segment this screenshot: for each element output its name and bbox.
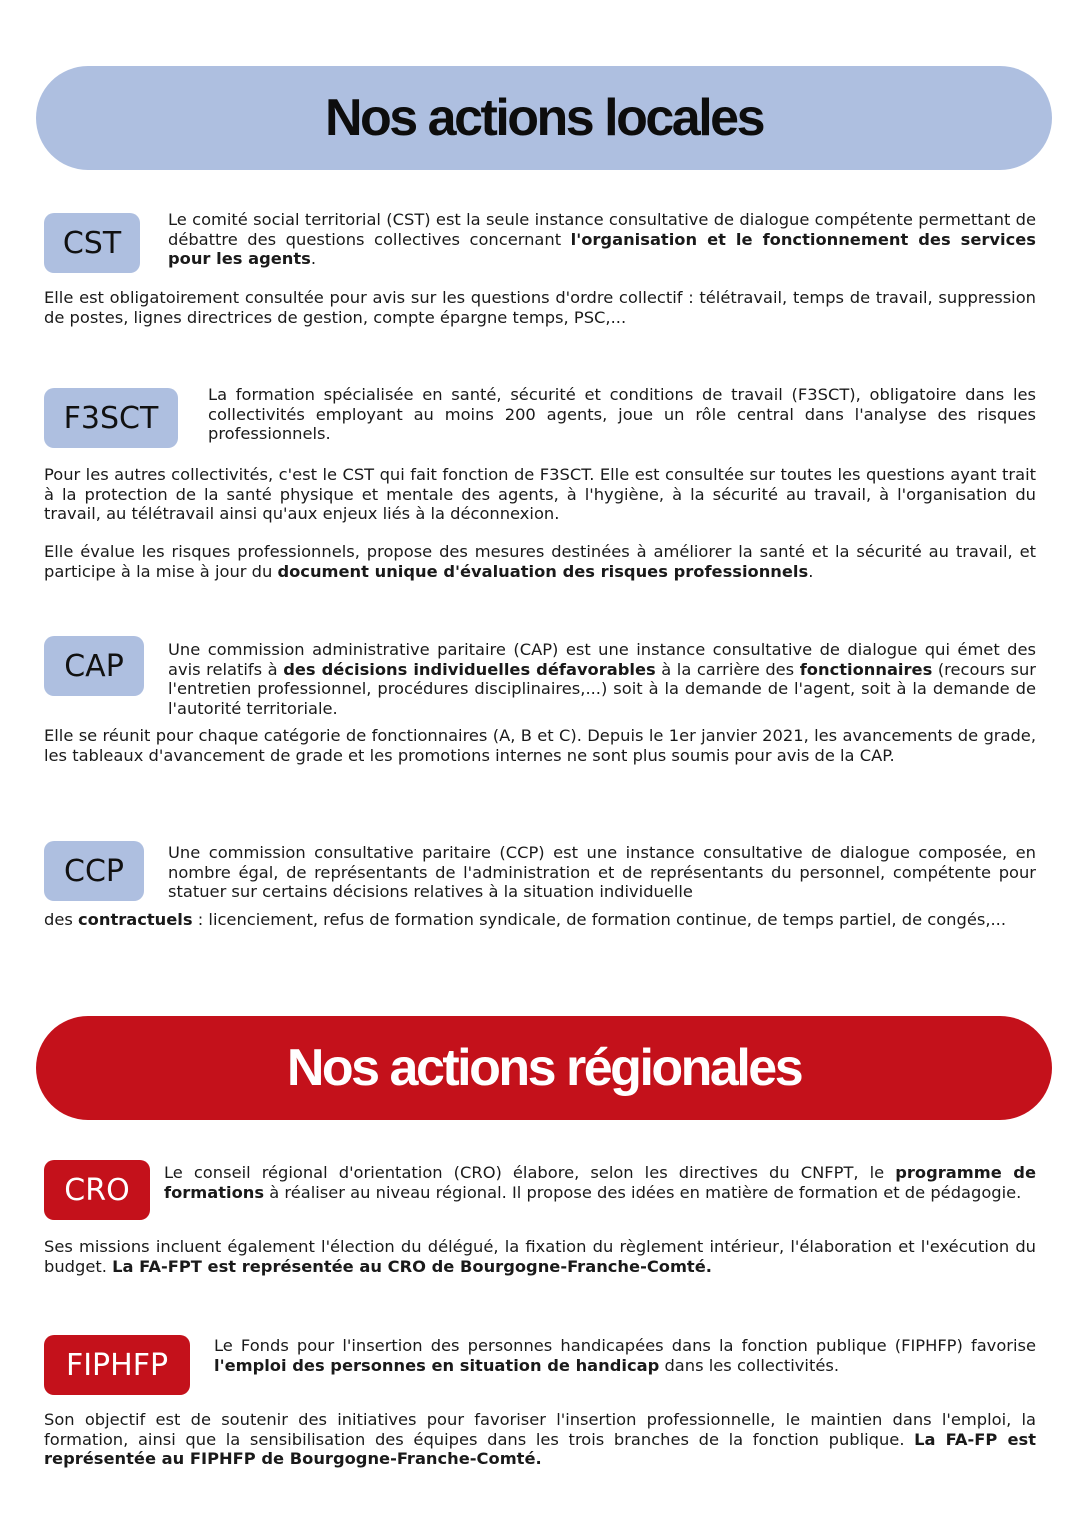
fiphfp-badge: FIPHFP [44,1335,190,1395]
f3sct-paragraph-1: Pour les autres collectivités, c'est le CST qui fait fonction de F3SCT. Elle est consultée sur toutes les questions ayant trait à la protection de la santé physique et mentale des agents, à l'hygiène, à la sécurité au travail, à l'organisation du travail, au télétravail ainsi qu'aux enjeux liés à la déconnexion. [44,465,1036,524]
regional-actions-banner [36,1016,1052,1120]
ccp-paragraph: des contractuels : licenciement, refus de formation syndicale, de formation continue, de temps partiel, de congés,... [44,910,1007,929]
cst-badge: CST [44,213,140,273]
cro-lead: Le conseil régional d'orientation (CRO) élabore, selon les directives du CNFPT, le programme de formations à réaliser au niveau régional. Il propose des idées en matière de formation et de pédagogie. [164,1163,1036,1202]
cap-badge: CAP [44,636,144,696]
f3sct-badge: F3SCT [44,388,178,448]
fiphfp-paragraph: Son objectif est de soutenir des initiatives pour favoriser l'insertion professionnelle, le maintien dans l'emploi, la formation, ainsi que la sensibilisation des équipes dans les trois branches de la fonction publique. La FA-FP est représentée au FIPHFP de Bourgogne-Franche-Comté. [44,1410,1036,1469]
local-actions-title: Nos actions locales [324,89,764,147]
cap-lead: Une commission administrative paritaire (CAP) est une instance consultative de dialogue qui émet des avis relatifs à des décisions individuelles défavorables à la carrière des fonctionnaires (recours sur l'entretien professionnel, procédures disciplinaires,...) soit à la demande de l'agent, soit à la demande de l'autorité territoriale. [168,640,1036,718]
cst-lead: Le comité social territorial (CST) est la seule instance consultative de dialogue compétente permettant de débattre des questions collectives concernant l'organisation et le fonctionnement des services pour les agents. [168,210,1036,269]
f3sct-lead: La formation spécialisée en santé, sécurité et conditions de travail (F3SCT), obligatoire dans les collectivités employant au moins 200 agents, joue un rôle central dans l'analyse des risques professionnels. [208,385,1036,444]
f3sct-paragraph-2: Elle évalue les risques professionnels, propose des mesures destinées à améliorer la santé et la sécurité au travail, et participe à la mise à jour du document unique d'évaluation des risques professionnels. [44,542,1036,581]
cap-paragraph: Elle se réunit pour chaque catégorie de fonctionnaires (A, B et C). Depuis le 1er janvier 2021, les avancements de grade, les tableaux d'avancement de grade et les promotions internes ne sont plus soumis pour avis de la CAP. [44,726,1036,765]
cro-badge: CRO [44,1160,150,1220]
cro-paragraph: Ses missions incluent également l'élection du délégué, la fixation du règlement intérieur, l'élaboration et l'exécution du budget. La FA-FPT est représentée au CRO de Bourgogne-Franche-Comté. [44,1237,1036,1276]
cst-paragraph: Elle est obligatoirement consultée pour avis sur les questions d'ordre collectif : télétravail, temps de travail, suppression de postes, lignes directrices de gestion, compte épargne temps, PSC,... [44,288,1036,327]
ccp-lead: Une commission consultative paritaire (CCP) est une instance consultative de dialogue composée, en nombre égal, de représentants de l'administration et de représentants du personnel, compétente pour statuer sur certains décisions relatives à la situation individuelle [168,843,1036,902]
regional-actions-title: Nos actions régionales [286,1039,802,1097]
fiphfp-lead: Le Fonds pour l'insertion des personnes handicapées dans la fonction publique (FIPHFP) favorise l'emploi des personnes en situation de handicap dans les collectivités. [214,1336,1036,1375]
local-actions-banner [36,66,1052,170]
ccp-badge: CCP [44,841,144,901]
